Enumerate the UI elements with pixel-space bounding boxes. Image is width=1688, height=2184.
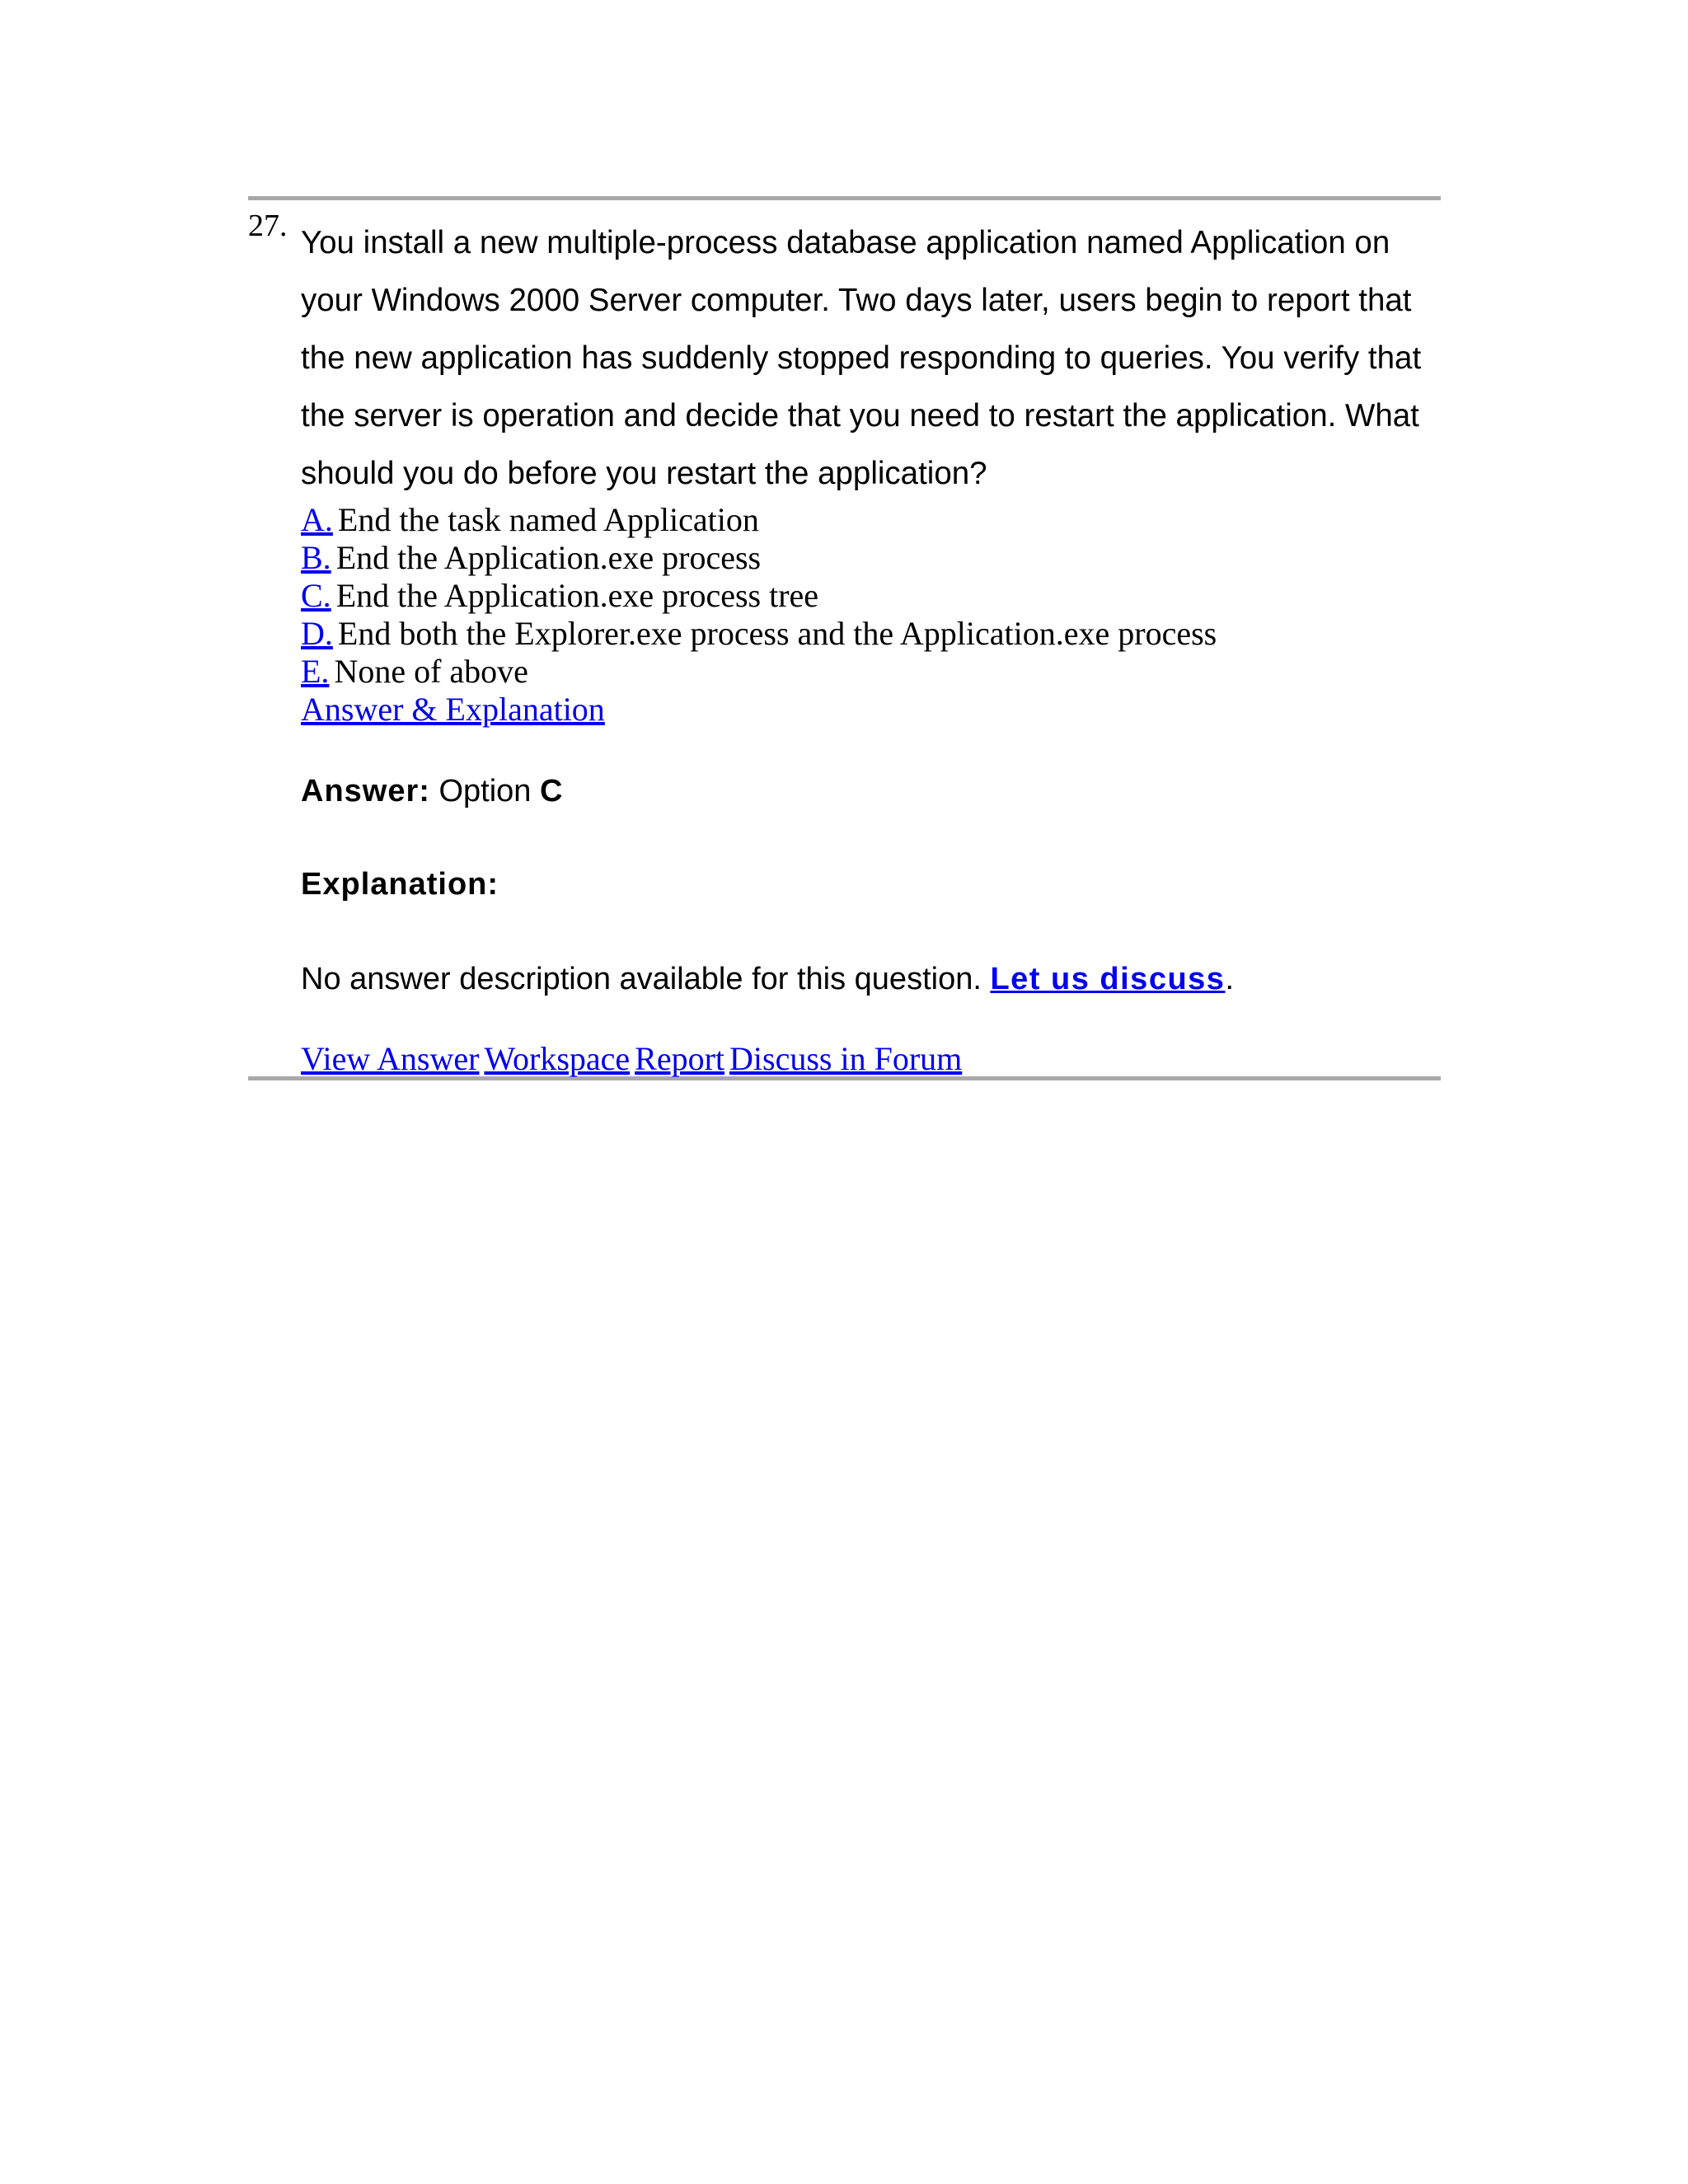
question-number: 27. (248, 209, 288, 243)
option-c (301, 577, 1441, 615)
option-c-link[interactable]: C. (301, 577, 331, 614)
let-us-discuss-link[interactable]: Let us discuss (990, 962, 1226, 996)
question-body (301, 200, 1441, 1078)
option-d-link[interactable]: D. (301, 615, 333, 652)
explanation-suffix: . (1225, 962, 1234, 996)
explanation-text-line (301, 962, 1441, 997)
option-a-text: End the task named Application (337, 501, 759, 538)
option-e-link[interactable]: E. (301, 653, 330, 690)
option-a (301, 501, 1441, 539)
answer-label: Answer: (301, 774, 430, 808)
option-b-link[interactable]: B. (301, 539, 331, 576)
view-answer-link[interactable]: View Answer (301, 1040, 480, 1077)
answer-explanation-link[interactable]: Answer & Explanation (301, 691, 605, 728)
option-c-text: End the Application.exe process tree (335, 577, 819, 614)
explanation-heading: Explanation: (301, 867, 499, 902)
discuss-in-forum-link[interactable]: Discuss in Forum (729, 1040, 963, 1077)
options-list (301, 501, 1441, 729)
explanation-text: No answer description available for this question. (301, 962, 982, 996)
option-b (301, 539, 1441, 577)
answer-prefix: Option (438, 774, 532, 808)
option-d (301, 615, 1441, 653)
option-e-text: None of above (334, 653, 528, 690)
answer-line (301, 774, 1441, 809)
question-text: You install a new multiple-process database application named Application on your Windows 2000 Server computer. Two days later, users begin to report that the new application has suddenly stopped responding to queries. You verify that the server is operation and decide that you need to restart the application. What should you do before you restart the application? (301, 225, 1422, 491)
option-e (301, 653, 1441, 691)
answer-option: C (540, 774, 563, 808)
report-link[interactable]: Report (635, 1040, 725, 1077)
option-a-link[interactable]: A. (301, 501, 333, 538)
option-b-text: End the Application.exe process (335, 539, 762, 576)
question-block (248, 196, 1441, 1080)
footer-links (301, 1040, 1441, 1078)
workspace-link[interactable]: Workspace (484, 1040, 631, 1077)
option-d-text: End both the Explorer.exe process and the Application.exe process (337, 615, 1217, 652)
